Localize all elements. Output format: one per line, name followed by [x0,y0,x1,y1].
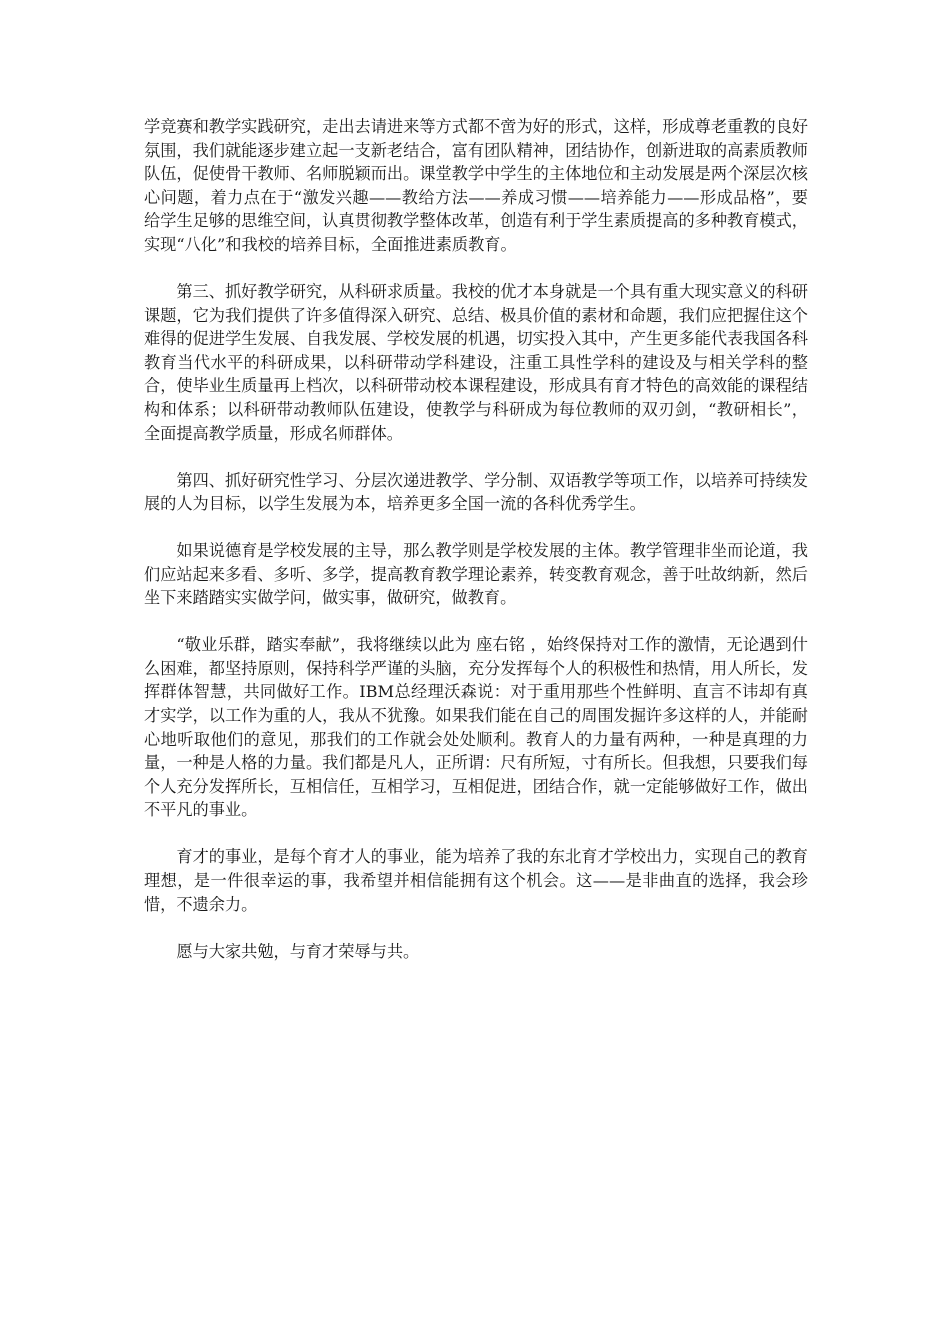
paragraph-teaching-management: 如果说德育是学校发展的主导，那么教学则是学校发展的主体。教学管理非坐而论道，我们应站起来多看、多听、多学，提高教育教学理论素养，转变教育观念，善于吐故纳新，然后坐下来踏踏实实做学问，做实事，做研究，做教育。 [144,541,808,608]
document-body [144,115,808,987]
paragraph-closing: 愿与大家共勉，与育才荣辱与共。 [176,941,420,961]
paragraph-career: 育才的事业，是每个育才人的事业，能为培养了我的东北育才学校出力，实现自己的教育理想，是一件很幸运的事，我希望并相信能拥有这个机会。这——是非曲直的选择，我会珍惜，不遗余力。 [144,847,808,914]
paragraph-third-point: 第三、抓好教学研究，从科研求质量。我校的优才本身就是一个具有重大现实意义的科研课题，它为我们提供了许多值得深入研究、总结、极具价值的素材和命题，我们应把握住这个难得的促进学生发展、自我发展、学校发展的机遇，切实投入其中，产生更多能代表我国各科教育当代水平的科研成果，以科研带动学科建设，注重工具性学科的建设及与相关学科的整合，使毕业生质量再上档次，以科研带动校本课程建设，形成具有育才特色的高效能的课程结构和体系；以科研带动教师队伍建设，使教学与科研成为每位教师的双刃剑，“教研相长”，全面提高教学质量，形成名师群体。 [144,281,808,443]
paragraph-motto: “敬业乐群，踏实奉献”，我将继续以此为 座右铭 ，始终保持对工作的激情，无论遇到什么困难，都坚持原则，保持科学严谨的头脑，充分发挥每个人的积极性和热情，用人所长，发挥群体智慧，共同做好工作。IBM总经理沃森说：对于重用那些个性鲜明、直言不讳却有真才实学，以工作为重的人，我从不犹豫。如果我们能在自己的周围发掘许多这样的人，并能耐心地听取他们的意见，那我们的工作就会处处顺利。教育人的力量有两种，一种是真理的力量，一种是人格的力量。我们都是凡人，正所谓：尺有所短，寸有所长。但我想，只要我们每个人充分发挥所长，互相信任，互相学习，互相促进，团结合作，就一定能够做好工作，做出不平凡的事业。 [144,635,808,820]
paragraph-fourth-point: 第四、抓好研究性学习、分层次递进教学、学分制、双语教学等项工作，以培养可持续发展的人为目标，以学生发展为本，培养更多全国一流的各科优秀学生。 [144,470,808,514]
paragraph-continuation: 学竞赛和教学实践研究，走出去请进来等方式都不啻为好的形式，这样，形成尊老重教的良好氛围，我们就能逐步建立起一支新老结合，富有团队精神，团结协作，创新进取的高素质教师队伍，促使骨干教师、名师脱颖而出。课堂教学中学生的主体地位和主动发展是两个深层次核心问题，着力点在于“激发兴趣——教给方法——养成习惯——培养能力——形成品格”，要给学生足够的思维空间，认真贯彻教学整体改革，创造有利于学生素质提高的多种教育模式，实现“八化”和我校的培养目标，全面推进素质教育。 [144,117,808,254]
